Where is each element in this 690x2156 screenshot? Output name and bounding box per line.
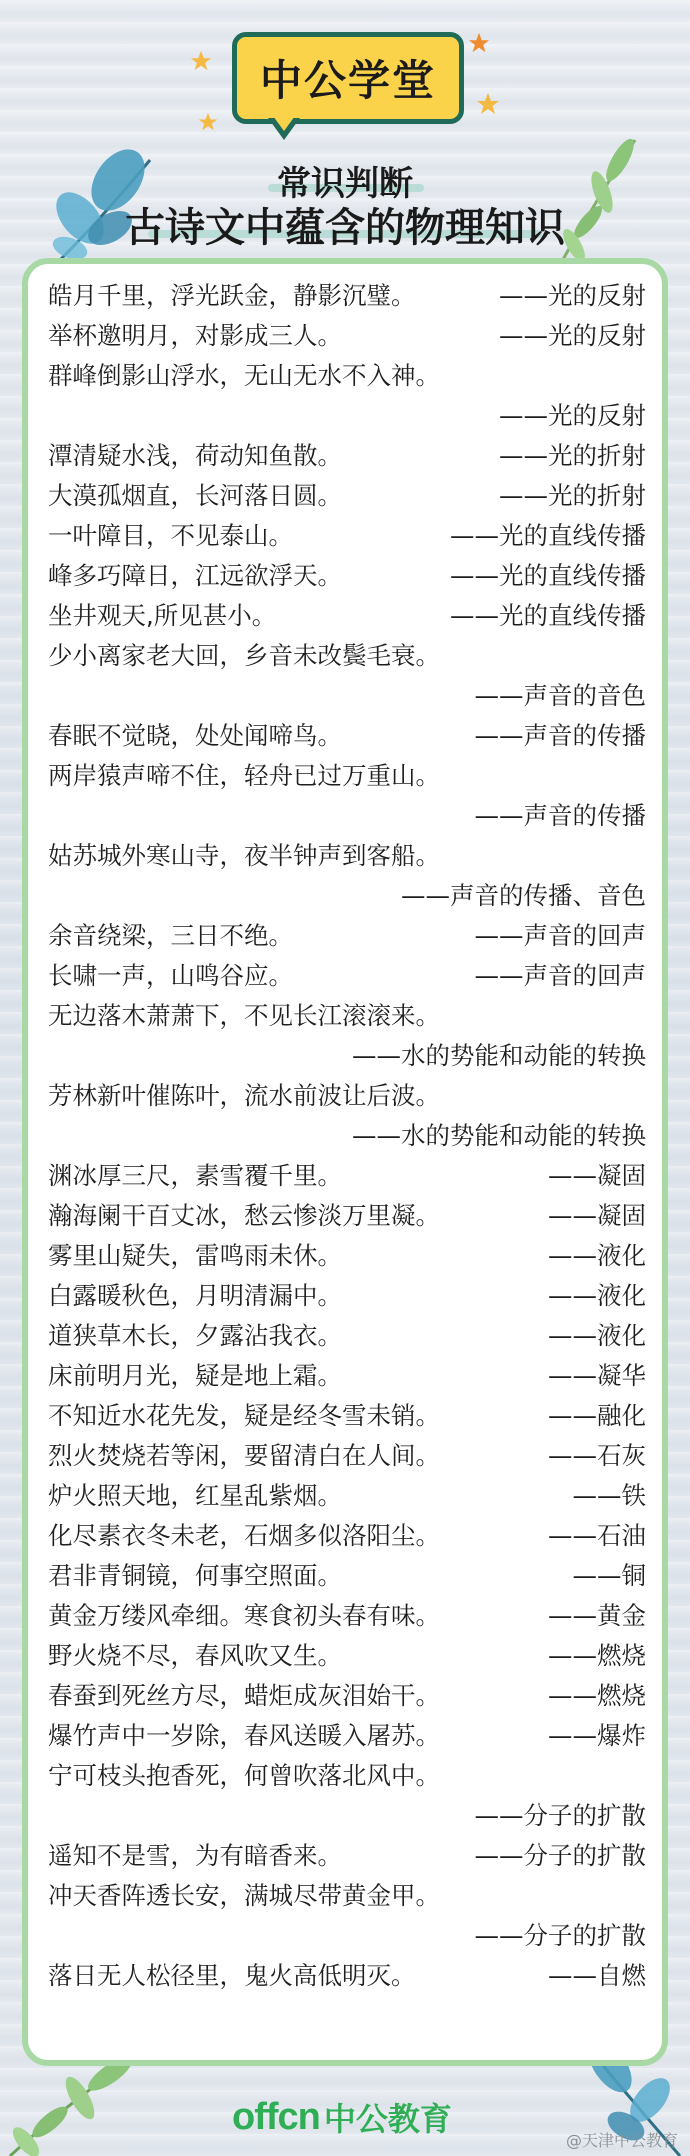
poem-line: 雾里山疑失，雷鸣雨未休。 [48,1241,342,1270]
poem-line: 君非青铜镜，何事空照面。 [48,1561,342,1590]
poem-line: 冲天香阵透长安，满城尽带黄金甲。 [48,1881,440,1910]
poem-row [44,1916,646,1956]
poem-row [44,1276,646,1316]
physics-concept: ——石灰 [548,1441,646,1470]
star-icon [468,32,490,54]
poem-row [44,1356,646,1396]
watermark: @天津中公教育 [566,2131,679,2150]
poem-line: 烈火焚烧若等闲，要留清白在人间。 [48,1441,440,1470]
poem-line: 遥知不是雪，为有暗香来。 [48,1841,342,1870]
poem-row [44,956,646,996]
physics-concept: ——声音的回声 [474,921,646,950]
poem-row [44,916,646,956]
physics-concept: ——融化 [548,1401,646,1430]
brand-title-box [232,32,464,124]
poem-row [44,1076,646,1116]
poem-line: 不知近水花先发，疑是经冬雪未销。 [48,1401,440,1430]
poem-line: 瀚海阑干百丈冰，愁云惨淡万里凝。 [48,1201,440,1230]
star-icon [198,112,218,132]
physics-concept: ——液化 [548,1321,646,1350]
physics-concept: ——声音的回声 [474,961,646,990]
physics-concept: ——光的反射 [499,401,646,430]
poem-row [44,1596,646,1636]
poem-line: 春蚕到死丝方尽，蜡炬成灰泪始干。 [48,1681,440,1710]
physics-concept: ——分子的扩散 [474,1841,646,1870]
poem-row [44,596,646,636]
poem-line: 峰多巧障日，江远欲浮天。 [48,561,342,590]
speech-bubble-tail-inner [273,116,295,131]
physics-concept: ——光的折射 [499,481,646,510]
physics-concept: ——燃烧 [548,1641,646,1670]
poem-line: 落日无人松径里，鬼火高低明灭。 [48,1961,416,1990]
poem-row [44,716,646,756]
poem-line: 两岸猿声啼不住，轻舟已过万重山。 [48,761,440,790]
poem-line: 芳林新叶催陈叶，流水前波让后波。 [48,1081,440,1110]
poem-line: 渊冰厚三尺，素雪覆千里。 [48,1161,342,1190]
logo-text-cn: 中公教育 [323,2100,452,2138]
poem-row [44,316,646,356]
poem-row [44,1956,646,1996]
star-icon [190,50,212,72]
poem-row [44,836,646,876]
poem-row [44,876,646,916]
physics-concept: ——液化 [548,1281,646,1310]
physics-concept: ——声音的传播、音色 [401,881,646,910]
poem-line: 潭清疑水浅，荷动知鱼散。 [48,441,342,470]
poem-row [44,1516,646,1556]
poem-line: 坐井观天,所见甚小。 [48,601,277,630]
poem-row [44,1876,646,1916]
poem-row [44,1836,646,1876]
physics-concept: ——声音的传播 [474,801,646,830]
poem-line: 无边落木萧萧下，不见长江滚滚来。 [48,1001,440,1030]
physics-concept: ——光的直线传播 [450,521,646,550]
poem-row [44,1116,646,1156]
poem-line: 白露暖秋色，月明清漏中。 [48,1281,342,1310]
poem-list [44,276,646,1996]
poem-line: 群峰倒影山浮水，无山无水不入神。 [48,361,440,390]
poem-row [44,1396,646,1436]
physics-concept: ——凝固 [548,1161,646,1190]
physics-concept: ——声音的传播 [474,721,646,750]
physics-concept: ——光的反射 [499,281,646,310]
physics-concept: ——爆炸 [548,1721,646,1750]
physics-concept: ——光的反射 [499,321,646,350]
poem-line: 宁可枝头抱香死，何曾吹落北风中。 [48,1761,440,1790]
poem-line: 长啸一声，山鸣谷应。 [48,961,293,990]
logo-text-en: offcn [232,2095,320,2138]
physics-concept: ——石油 [548,1521,646,1550]
poem-row [44,1156,646,1196]
poem-row [44,1796,646,1836]
poem-line: 炉火照天地，红星乱紫烟。 [48,1481,342,1510]
poem-row [44,1436,646,1476]
poem-line: 余音绕梁，三日不绝。 [48,921,293,950]
poem-row [44,276,646,316]
poem-row [44,356,646,396]
physics-concept: ——声音的音色 [474,681,646,710]
physics-concept: ——水的势能和动能的转换 [352,1121,646,1150]
brand-title: 中公学堂 [259,56,436,105]
poem-row [44,756,646,796]
poem-line: 大漠孤烟直，长河落日圆。 [48,481,342,510]
poem-row [44,556,646,596]
physics-concept: ——黄金 [548,1601,646,1630]
poem-row [44,636,646,676]
poem-line: 黄金万缕风牵细。寒食初头春有味。 [48,1601,440,1630]
poem-line: 举杯邀明月，对影成三人。 [48,321,342,350]
poem-row [44,1756,646,1796]
poem-row [44,476,646,516]
poem-row [44,1236,646,1276]
poem-line: 姑苏城外寒山寺，夜半钟声到客船。 [48,841,440,870]
physics-concept: ——水的势能和动能的转换 [352,1041,646,1070]
physics-concept: ——光的直线传播 [450,601,646,630]
poem-row [44,436,646,476]
poem-line: 春眠不觉晓，处处闻啼鸟。 [48,721,342,750]
physics-concept: ——光的折射 [499,441,646,470]
poem-row [44,1556,646,1596]
poem-line: 床前明月光，疑是地上霜。 [48,1361,342,1390]
poem-line: 一叶障目，不见泰山。 [48,521,293,550]
footer-logo [232,2092,452,2142]
physics-concept: ——燃烧 [548,1681,646,1710]
poem-line: 少小离家老大回，乡音未改鬓毛衰。 [48,641,440,670]
poem-row [44,1636,646,1676]
physics-concept: ——铁 [572,1481,646,1510]
poem-row [44,996,646,1036]
poem-row [44,1036,646,1076]
physics-concept: ——凝固 [548,1201,646,1230]
poem-row [44,1196,646,1236]
poem-line: 野火烧不尽，春风吹又生。 [48,1641,342,1670]
star-icon [476,92,500,116]
physics-concept: ——分子的扩散 [474,1921,646,1950]
poem-row [44,1316,646,1356]
physics-concept: ——液化 [548,1241,646,1270]
poem-row [44,1716,646,1756]
poem-row [44,396,646,436]
poem-line: 化尽素衣冬未老，石烟多似洛阳尘。 [48,1521,440,1550]
poem-line: 道狭草木长，夕露沾我衣。 [48,1321,342,1350]
subtitle-category: 常识判断 [277,164,413,204]
poem-line: 皓月千里，浮光跃金，静影沉璧。 [48,281,416,310]
physics-concept: ——自燃 [548,1961,646,1990]
physics-concept: ——分子的扩散 [474,1801,646,1830]
poem-row [44,676,646,716]
poem-row [44,516,646,556]
poem-line: 爆竹声中一岁除，春风送暖入屠苏。 [48,1721,440,1750]
poem-row [44,1676,646,1716]
physics-concept: ——光的直线传播 [450,561,646,590]
poem-row [44,796,646,836]
physics-concept: ——凝华 [548,1361,646,1390]
page-title: 古诗文中蕴含的物理知识 [125,205,565,251]
poem-row [44,1476,646,1516]
physics-concept: ——铜 [572,1561,646,1590]
